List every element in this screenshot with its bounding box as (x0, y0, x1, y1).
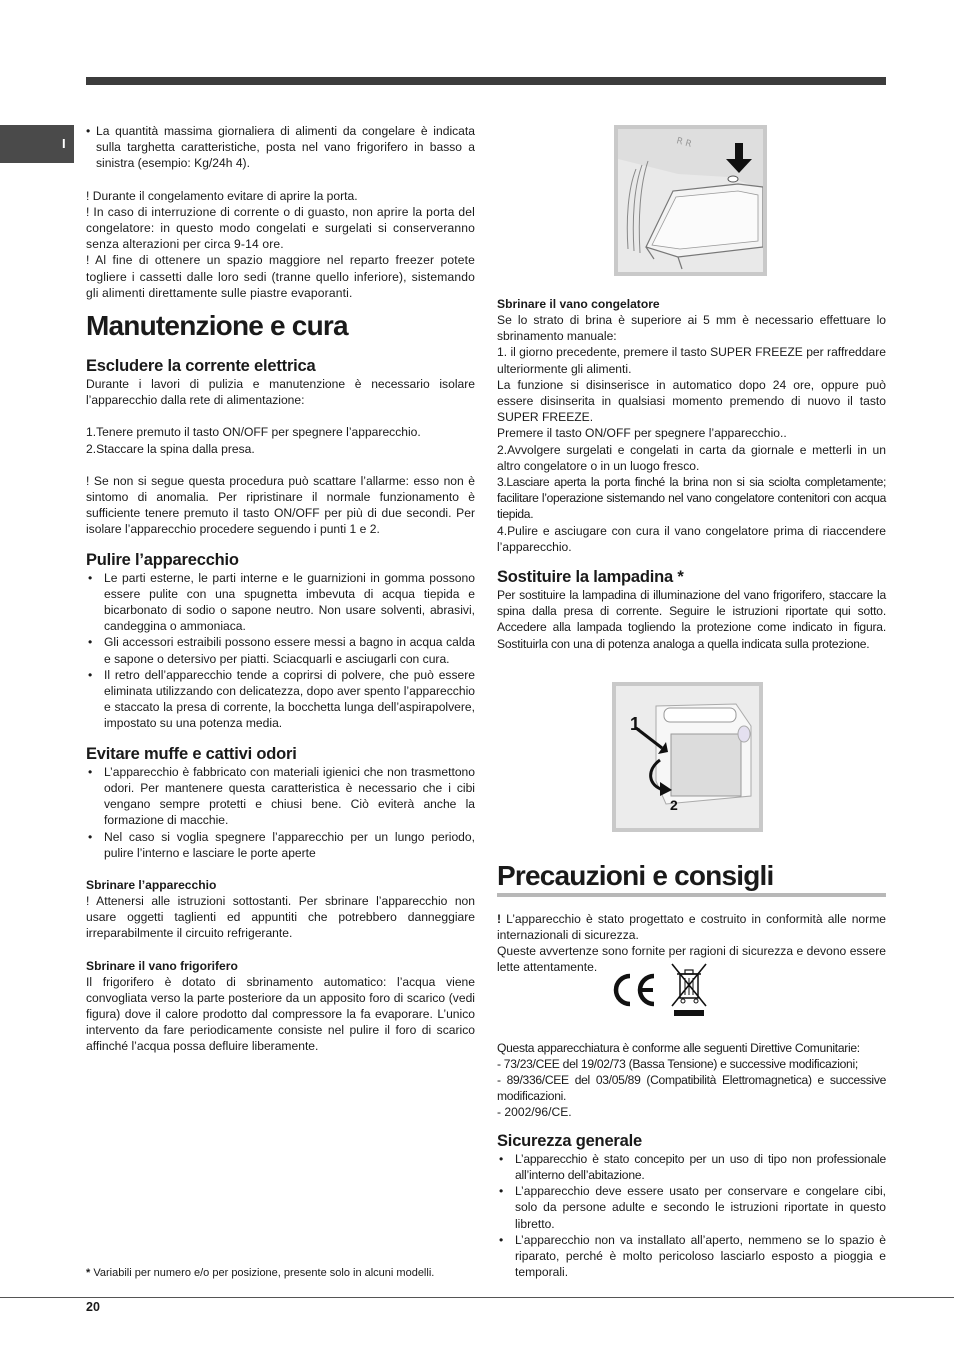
drain-hole-figure (614, 125, 767, 276)
section-title: Precauzioni e consigli (497, 860, 886, 897)
list-item: • L’apparecchio non va installato all’aperto, nemmeno se lo spazio è riparato, perché è molto pericoloso lasciarlo esposto a pioggia e temporali. (497, 1232, 886, 1281)
note: ! In caso di interruzione di corrente o di guasto, non aprire la porta del congelatore: in questo modo congelati e surgelati si conserveranno senza alterazioni per circa 9-14 ore. (86, 204, 475, 252)
safety-list (497, 1151, 886, 1281)
step-label: 1 (630, 714, 641, 734)
section-heading: Pulire l’apparecchio (86, 550, 239, 569)
paragraph: 1. il giorno precedente, premere il tasto SUPER FREEZE per raffreddare ulteriormente gli alimenti. (497, 345, 886, 376)
language-tab-letter: I (62, 136, 66, 151)
weee-bin-icon (668, 962, 710, 1018)
paragraph: - 89/336/CEE del 03/05/89 (Compatibilità Elettromagnetica) e successive modificazioni. (497, 1073, 886, 1104)
cleaning-list (86, 570, 475, 732)
step-label: 2 (670, 797, 678, 813)
paragraph: Il frigorifero è dotato di sbrinamento automatico: l’acqua viene convogliata verso la parte posteriore da un apposito foro di scarico (vedi figura) dove il calore prodotto dal compressore la fa evaporare. L’unico intervento da fare periodicamente consiste nel pulire il foro di scarico affinché l’acqua possa defluire liberamente. (86, 974, 475, 1054)
paragraph: Se lo strato di brina è superiore ai 5 mm è necessario effettuare lo sbrinamento manuale: (497, 313, 886, 344)
section-heading: Escludere la corrente elettrica (86, 357, 316, 376)
list-item: • L’apparecchio deve essere usato per conservare e congelare cibi, solo da persone adulte e secondo le istruzioni riportate in questo libretto. (497, 1183, 886, 1232)
paragraph: 4.Pulire e asciugare con cura il vano congelatore prima di riaccendere l’apparecchio. (497, 523, 886, 554)
note: ! Al fine di ottenere un spazio maggiore nel reparto freezer potete togliere i cassetti dalle loro sedi (tranne quello inferiore), sistemando gli alimenti direttamente sulle piastre evaporanti. (86, 253, 475, 300)
paragraph: - 2002/96/CE. (497, 1105, 572, 1120)
list-item: • L’apparecchio è stato concepito per un uso di tipo non professionale all’interno dell’abitazione. (497, 1151, 886, 1183)
paragraph: Premere il tasto ON/OFF per spegnere l’apparecchio.. (497, 426, 787, 441)
paragraph: ! Attenersi alle istruzioni sottostanti. Per sbrinare l’apparecchio non usare oggetti taglienti ed appuntiti che potrebbero danneggiare irreparabilmente il circuito refrigerante. (86, 893, 475, 941)
fridge-interior-illustration (618, 129, 763, 272)
intro-list (86, 123, 475, 172)
paragraph: Durante i lavori di pulizia e manutenzione è necessario isolare l’apparecchio dalla rete di alimentazione: (86, 377, 475, 408)
paragraph: Questa apparecchiatura è conforme alle seguenti Direttive Comunitarie: (497, 1040, 860, 1055)
left-column (86, 123, 475, 1055)
step: 2.Staccare la spina dalla presa. (86, 441, 255, 456)
section-title: Manutenzione e cura (86, 310, 348, 342)
section-heading: Sicurezza generale (497, 1131, 642, 1150)
warning-mark: ! (497, 911, 502, 926)
list-item: • Le parti esterne, le parti interne e le guarnizioni in gomma possono essere pulite con una spugnetta imbevuta di acqua tiepida e bicarbonato di sodio o sapone neutro. Non usare solventi, abrasivi, candeggina o ammoniaca. (86, 570, 475, 635)
mould-list (86, 764, 475, 861)
subsection-heading: Sbrinare il vano frigorifero (86, 958, 238, 973)
list-item: • L’apparecchio è fabbricato con materiali igienici che non trasmettono odori. Per mantenere questa caratteristica è necessario che i cibi vengano sempre protetti e chiusi bene. Ciò eviterà anche la formazione di macchie. (86, 764, 475, 829)
subsection-heading: Sbrinare il vano congelatore (497, 297, 660, 311)
note: ! Durante il congelamento evitare di aprire la porta. (86, 188, 358, 203)
section-heading: Evitare muffe e cattivi odori (86, 744, 297, 763)
paragraph: Queste avvertenze sono fornite per ragioni di sicurezza e devono essere lette attentamente. (497, 944, 886, 975)
page-number: 20 (86, 1300, 100, 1314)
subsection-heading: Sbrinare l’apparecchio (86, 877, 217, 892)
list-item: • La quantità massima giornaliera di alimenti da congelare è indicata sulla targhetta caratteristiche, posta nel vano frigorifero in basso a sinistra (esempio: Kg/24h 4). (86, 123, 475, 172)
paragraph: 2.Avvolgere surgelati e congelati in carta da giornale e metterli in un altro congelatore o in un luogo fresco. (497, 442, 886, 473)
paragraph: ! L’apparecchio è stato progettato e costruito in conformità alle norme internazionali di sicurezza. (497, 911, 886, 943)
language-tab (0, 125, 74, 163)
footnote-asterisk: * (86, 1267, 91, 1279)
lamp-cover-illustration (616, 686, 759, 828)
paragraph: ! Se non si segue questa procedura può scattare l’allarme: esso non è sintomo di anomalia. Per ripristinare il normale funzionamento è sufficiente tenere premuto il tasto ON/OFF per più di due secondi. Per isolare l’apparecchio procedere seguendo i punti 1 e 2. (86, 473, 475, 537)
list-item: • Il retro dell’apparecchio tende a coprirsi di polvere, che può essere eliminata utilizzando con delicatezza, dopo aver spento l’apparecchio e staccato la presa di corrente, la bocchetta lunga dell’aspirapolvere, impostato su una potenza media. (86, 667, 475, 732)
list-item: • Gli accessori estraibili possono essere messi a bagno in acqua calda e sapone o detersivo per piatti. Sciacquarli e asciugarli con cura. (86, 634, 475, 666)
lamp-replacement-figure (612, 682, 763, 832)
paragraph: 3.Lasciare aperta la porta finché la brina non si sia sciolta completamente; facilitare l’operazione sistemando nel vano congelatore contenitori con acqua tiepida. (497, 475, 886, 522)
top-rule (86, 77, 886, 85)
footer-rule (0, 1297, 954, 1298)
paragraph: - 73/23/CEE del 19/02/73 (Bassa Tensione) e successive modificazioni; (497, 1056, 858, 1071)
paragraph: La funzione si disinserisce in automatico dopo 24 ore, oppure può essere disinserita in qualsiasi momento premendo di nuovo il tasto SUPER FREEZE. (497, 377, 886, 425)
svg-text:R R: R R (675, 136, 693, 150)
section-heading: Sostituire la lampadina * (497, 568, 684, 587)
step: 1.Tenere premuto il tasto ON/OFF per spegnere l’apparecchio. (86, 425, 421, 440)
list-item: • Nel caso si voglia spegnere l’apparecchio per un lungo periodo, pulire l’interno e lasciare le porte aperte (86, 829, 475, 861)
paragraph: Per sostituire la lampadina di illuminazione del vano frigorifero, staccare la spina dalla presa di corrente. Seguire le istruzioni riportate qui sotto. Accedere alla lampada togliendo la protezione come indicato in figura. Sostituirla con una di potenza analoga a quella indicata sulla protezione. (497, 588, 886, 651)
footnote: * Variabili per numero e/o per posizione, presente solo in alcuni modelli. (86, 1267, 435, 1279)
